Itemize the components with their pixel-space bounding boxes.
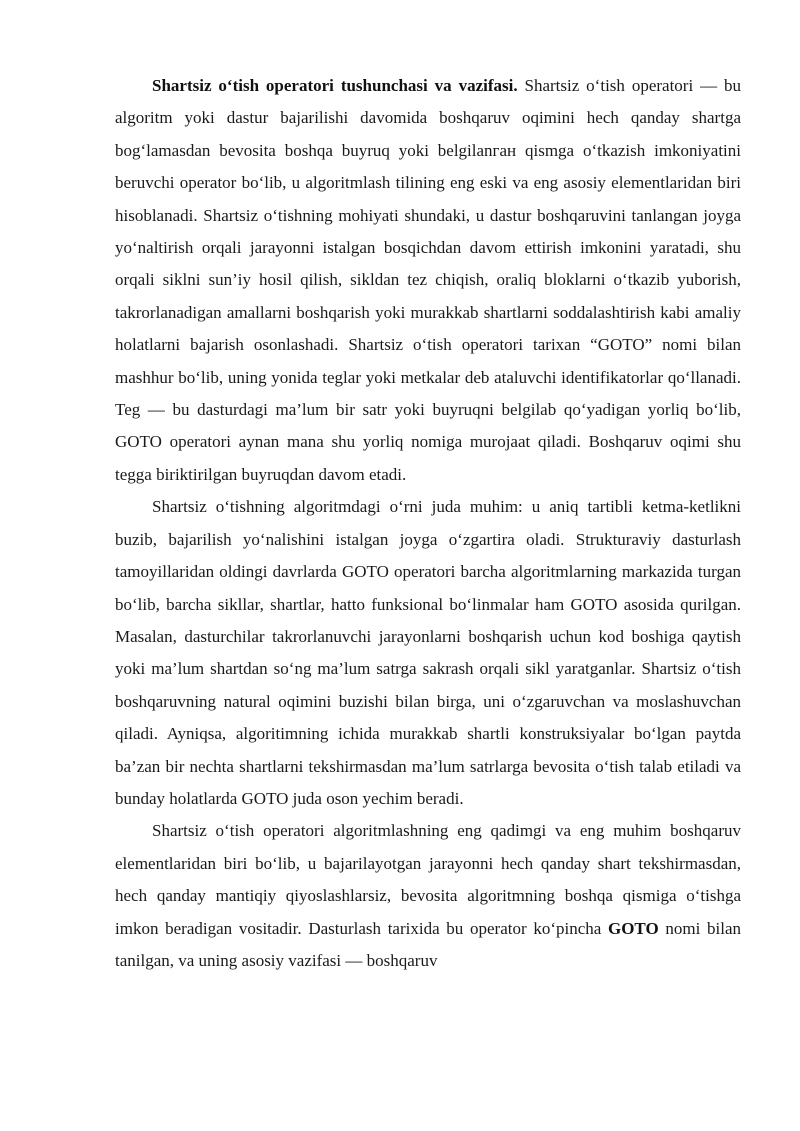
paragraph-2-text: Shartsiz o‘tishning algoritmdagi o‘rni juda muhim: u aniq tartibli ketma-ketlikni buzib, bajarilish yo‘nalishini istalgan joyga o‘zgartira oladi. Strukturaviy dasturlash tamoyillaridan oldingi davrlarda GOTO operatori barcha algoritmlarning markazida turgan bo‘lib, barcha sikllar, shartlar, hatto funksional bo‘linmalar ham GOTO asosida qurilgan. Masalan, dasturchilar takrorlanuvchi jarayonlarni boshqarish uchun kod boshiga qaytish yoki ma’lum shartdan so‘ng ma’lum satrga sakrash orqali sikl yaratganlar. Shartsiz o‘tish boshqaruvning natural oqimini buzishi bilan birga, uni o‘zgaruvchan va moslashuvchan qiladi. Ayniqsa, algoritimning ichida murakkab shartli konstruksiyalar bo‘lgan paytda ba’zan bir nechta shartlarni tekshirmasdan ma’lum satrlarga bevosita o‘tish talab etiladi va bunday holatlarda GOTO juda oson yechim beradi. xyxy=(115,497,741,808)
paragraph-1-heading: Shartsiz o‘tish operatori tushunchasi va vazifasi. xyxy=(152,76,518,95)
paragraph-1 xyxy=(115,70,741,491)
paragraph-3-text-after: nomi bilan tanilgan, va uning asosiy vazifasi — boshqaruv xyxy=(115,918,741,970)
paragraph-3-goto-keyword: GOTO xyxy=(607,918,659,938)
paragraph-2 xyxy=(115,491,741,815)
paragraph-3 xyxy=(115,815,741,977)
paragraph-1-text: Shartsiz o‘tish operatori — bu algoritm yoki dastur bajarilishi davomida boshqaruv oqimini hech qanday shartga bog‘lamasdan bevosita boshqa buyruq yoki belgilanган qismga o‘tkazish imkoniyatini beruvchi operator bo‘lib, u algoritmlash tilining eng eski va eng asosiy elementlaridan biri hisoblanadi. Shartsiz o‘tishning mohiyati shundaki, u dastur boshqaruvini tanlangan joyga yo‘naltirish orqali jarayonni istalgan bosqichdan davom ettirish imkonini yaratadi, shu orqali siklni sun’iy hosil qilish, sikldan tez chiqish, oraliq bloklarni o‘tkazib yuborish, takrorlanadigan amallarni boshqarish yoki murakkab shartlarni soddalashtirish kabi amaliy holatlarni bajarish osonlashadi. Shartsiz o‘tish operatori tarixan “GOTO” nomi bilan mashhur bo‘lib, uning yonida teglar yoki metkalar deb ataluvchi identifikatorlar qo‘llanadi. Teg — bu dasturdagi ma’lum bir satr yoki buyruqni belgilab qo‘yadigan yorliq bo‘lib, GOTO operatori aynan mana shu yorliq nomiga murojaat qiladi. Boshqaruv oqimi shu tegga biriktirilgan buyruqdan davom etadi. xyxy=(115,76,741,484)
document-page xyxy=(115,70,741,977)
paragraph-3-text-before: Shartsiz o‘tish operatori algoritmlashning eng qadimgi va eng muhim boshqaruv elementlaridan biri bo‘lib, u bajarilayotgan jarayonni hech qanday shart tekshirmasdan, hech qanday mantiqiy qiyoslashlarsiz, bevosita algoritmning boshqa qismiga o‘tishga imkon beradigan vositadir. Dasturlash tarixida bu operator ko‘pincha xyxy=(115,821,741,938)
